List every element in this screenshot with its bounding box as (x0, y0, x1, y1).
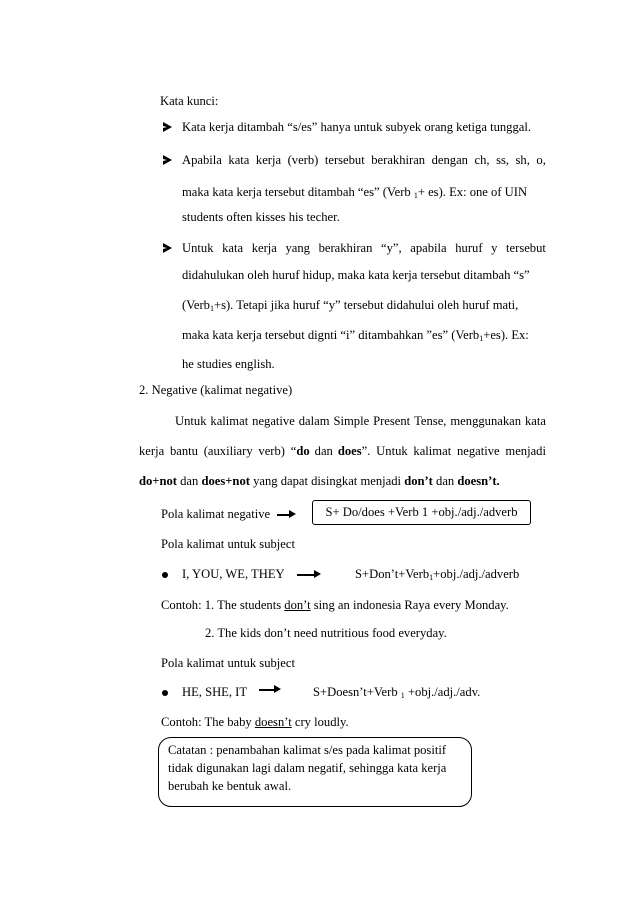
right-arrow-icon (277, 514, 290, 516)
bullet-3-line-3 (182, 298, 518, 313)
contoh-1-underlined: don’t (284, 598, 311, 612)
bullet-3-line-5: he studies english. (182, 357, 275, 371)
catatan-note-box (158, 737, 472, 807)
pola-1-subjects: I, YOU, WE, THEY (182, 567, 285, 581)
word: kalimat (210, 414, 249, 428)
word-group-do-dan-does (291, 444, 371, 459)
word: menggunakan (450, 414, 522, 428)
bullet-3-line-4b: +es). Ex: (483, 328, 529, 342)
word: negative (456, 444, 500, 458)
word: tersebut (324, 153, 365, 167)
word: sh, (515, 153, 530, 167)
pola-2-subjects: HE, SHE, IT (182, 685, 248, 699)
word: Apabila (182, 153, 222, 167)
arrow-bullet-icon (163, 243, 172, 253)
kata-kunci-heading: Kata kunci: (160, 94, 219, 108)
bullet-2-line-2a: maka kata kerja tersebut ditambah “es” (Verb (182, 185, 411, 199)
word: menjadi (505, 444, 546, 458)
word: Untuk (376, 444, 408, 458)
text-mid: yang dapat disingkat menjadi (249, 474, 405, 488)
word: kerja (255, 153, 282, 167)
contoh-underlined: doesn’t (254, 715, 292, 729)
right-arrow-icon (259, 689, 275, 691)
contoh-1a: Contoh: 1. The students (161, 598, 285, 612)
pola-2-label: Pola kalimat untuk subject (161, 656, 295, 670)
word: bantu (169, 444, 198, 458)
word: “y”, (381, 241, 402, 255)
do-not-bold: do+not (139, 474, 177, 488)
formula-b: +obj./adj./adverb (433, 567, 520, 581)
word: tersebut (506, 241, 546, 255)
bullet-dot-icon (162, 572, 168, 578)
pola-negative-label: Pola kalimat negative (161, 507, 271, 521)
pola-2-contoh (161, 715, 349, 730)
bullet-2-line-1 (182, 153, 546, 168)
word: o, (536, 153, 546, 167)
word: verb) (258, 444, 285, 458)
doesnt-bold: doesn’t. (457, 474, 500, 488)
contoh-1b: sing an indonesia Raya every Monday. (310, 598, 509, 612)
open-quote: “ (290, 444, 297, 458)
bullet-3-line-4 (182, 328, 529, 343)
does-bold: does (337, 444, 362, 458)
word: Untuk (182, 241, 214, 255)
formula-b: +obj./adj./adv. (404, 685, 481, 699)
word: kalimat (413, 444, 452, 458)
catatan-line-3: berubah ke bentuk awal. (168, 779, 292, 793)
bullet-dot-icon (162, 690, 168, 696)
arrow-bullet-icon (163, 155, 172, 165)
word: berakhiran (318, 241, 373, 255)
section-2-para-line-3 (139, 474, 500, 489)
word: ss, (496, 153, 510, 167)
do-bold: do (296, 444, 310, 458)
right-arrow-icon (297, 574, 315, 576)
word: ch, (474, 153, 490, 167)
bullet-1-text: Kata kerja ditambah “s/es” hanya untuk subyek orang ketiga tunggal. (182, 120, 532, 134)
pola-1-contoh-1 (161, 598, 509, 613)
word: negative (252, 414, 295, 428)
word: yang (285, 241, 310, 255)
word: Present (373, 414, 411, 428)
bullet-3-line-2: didahulukan oleh huruf hidup, maka kata kerja tersebut ditambah “s” (182, 268, 530, 282)
word: huruf (455, 241, 483, 255)
contoh-b: cry loudly. (291, 715, 349, 729)
pola-2-formula (313, 685, 480, 700)
text-dan: dan (176, 474, 202, 488)
word: (verb) (287, 153, 319, 167)
word: berakhiran (371, 153, 426, 167)
subscript: 1 (209, 304, 214, 313)
contoh-a: Contoh: The baby (161, 715, 255, 729)
bullet-2-line-2b: + es). Ex: one of UIN (417, 185, 528, 199)
word: y (491, 241, 498, 255)
bullet-2-line-3: students often kisses his techer. (182, 210, 340, 224)
word: apabila (410, 241, 447, 255)
pola-1-label: Pola kalimat untuk subject (161, 537, 295, 551)
text-dan: dan (314, 444, 333, 458)
word: dengan (431, 153, 468, 167)
catatan-line-1: Catatan : penambahan kalimat s/es pada kalimat positif (168, 743, 447, 757)
pola-negative-formula: S+ Do/does +Verb 1 +obj./adj./adverb (325, 505, 518, 519)
section-2-para-line-1 (175, 414, 546, 429)
section-2-heading: 2. Negative (kalimat negative) (139, 383, 293, 397)
section-2-para-line-2 (139, 444, 546, 459)
bullet-3-line-3a: (Verb (182, 298, 210, 312)
subscript: 1 (400, 691, 405, 700)
word: kerja (139, 444, 165, 458)
formula-a: S+Doesn’t+Verb (313, 685, 401, 699)
subscript: 1 (413, 191, 418, 200)
catatan-line-2: tidak digunakan lagi dalam negatif, sehingga kata kerja (168, 761, 447, 775)
pola-negative-formula-box (312, 500, 531, 525)
pola-1-contoh-2: 2. The kids don’t need nutritious food everyday. (205, 626, 447, 640)
word: kerja (251, 241, 277, 255)
bullet-3-line-4a: maka kata kerja tersebut dignti “i” ditambahkan ”es” (Verb (182, 328, 480, 342)
bullet-3-line-1 (182, 241, 546, 256)
subscript: 1 (479, 334, 484, 343)
bullet-2-line-2 (182, 185, 527, 200)
bullet-3-line-3b: +s). Tetapi jika huruf “y” tersebut didahului oleh huruf mati, (213, 298, 519, 312)
text-dan-2: dan (432, 474, 458, 488)
word: Simple (333, 414, 370, 428)
does-not-bold: does+not (201, 474, 250, 488)
arrow-bullet-icon (163, 122, 172, 132)
word: Tense, (414, 414, 447, 428)
word: (auxiliary (203, 444, 253, 458)
word: Untuk (175, 414, 207, 428)
word: kata (222, 241, 244, 255)
word: kata (524, 414, 546, 428)
subscript: 1 (429, 573, 434, 582)
word: dalam (298, 414, 330, 428)
close-quote: ”. (361, 444, 371, 458)
formula-a: S+Don’t+Verb (355, 567, 430, 581)
pola-1-formula (355, 567, 519, 582)
dont-bold: don’t (404, 474, 433, 488)
word: kata (228, 153, 250, 167)
